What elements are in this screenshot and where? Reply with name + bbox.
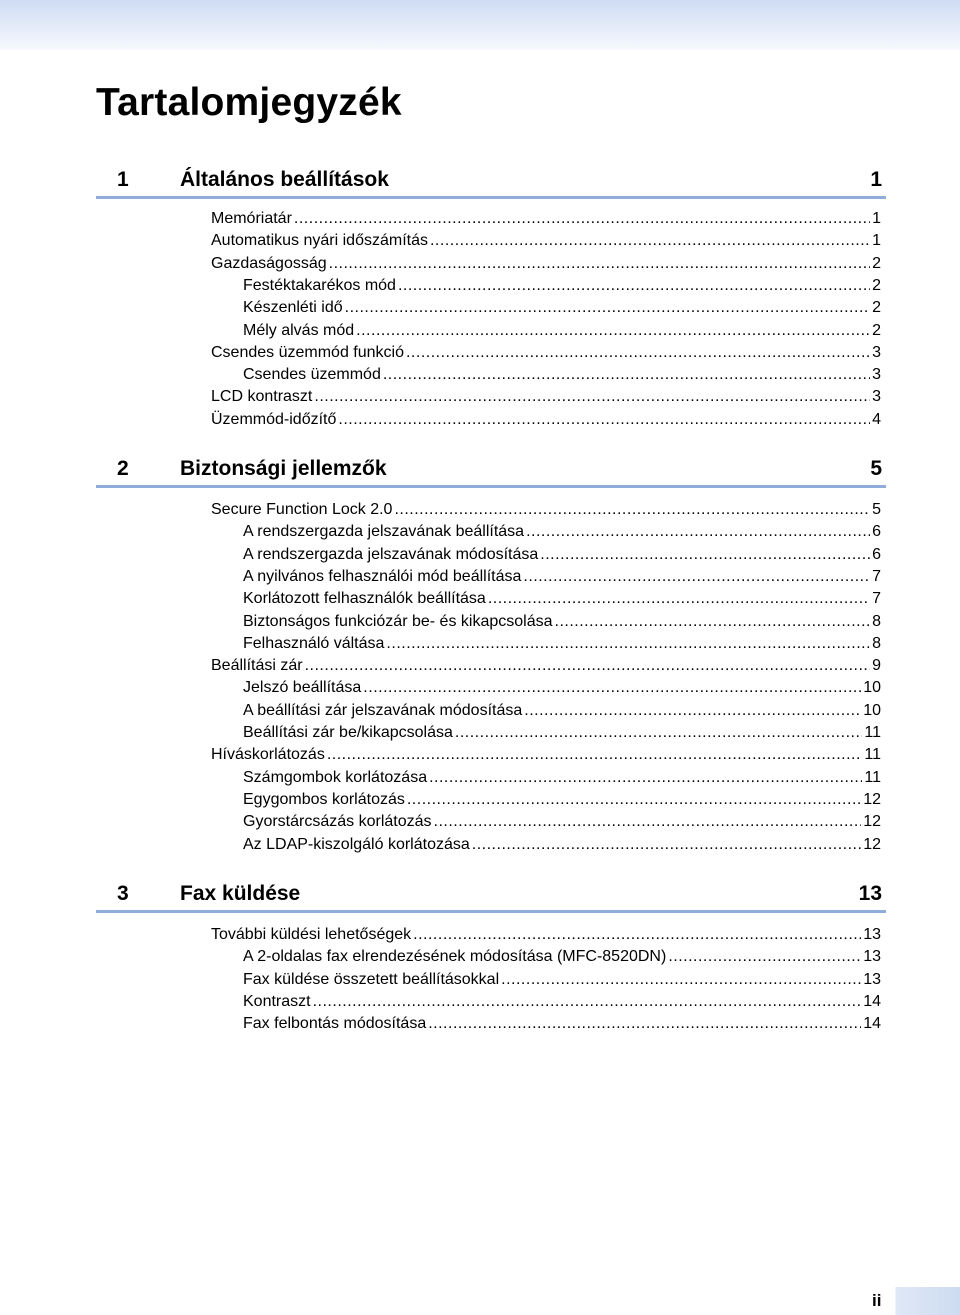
toc-entry-page: 6 bbox=[872, 545, 881, 563]
toc-entry-label: Számgombok korlátozása bbox=[243, 768, 428, 786]
toc-entry[interactable] bbox=[243, 811, 881, 833]
toc-entry-label: Mély alvás mód bbox=[243, 321, 355, 339]
toc-entry-page: 2 bbox=[872, 299, 881, 317]
dot-leader bbox=[407, 789, 861, 811]
toc-entry-page: 3 bbox=[872, 388, 881, 406]
toc-entry-label: LCD kontraszt bbox=[211, 388, 313, 406]
toc-entry-page: 14 bbox=[863, 1015, 881, 1033]
toc-entry-label: Biztonságos funkciózár be- és kikapcsolása bbox=[243, 612, 553, 630]
dot-leader bbox=[383, 364, 870, 386]
dot-leader bbox=[338, 409, 870, 431]
toc-entry-label: Gazdaságosság bbox=[211, 254, 327, 272]
dot-leader bbox=[394, 499, 870, 521]
dot-leader bbox=[430, 230, 870, 252]
toc-entry-label: További küldési lehetőségek bbox=[211, 926, 412, 943]
toc-entry-label: Gyorstárcsázás korlátozás bbox=[243, 813, 432, 831]
toc-entry-page: 13 bbox=[863, 970, 881, 988]
chapter-title: Általános beállítások bbox=[180, 168, 389, 191]
dot-leader bbox=[472, 834, 861, 856]
dot-leader bbox=[305, 655, 871, 677]
toc-entry-label: A rendszergazda jelszavának beállítása bbox=[243, 523, 525, 541]
dot-leader bbox=[294, 208, 870, 230]
toc-entry-page: 3 bbox=[872, 343, 881, 361]
toc-entry-label: Készenléti idő bbox=[243, 299, 343, 317]
toc-entry[interactable] bbox=[243, 677, 881, 699]
chapter-page: 5 bbox=[870, 457, 882, 480]
chapter-heading[interactable] bbox=[96, 455, 886, 488]
dot-leader bbox=[356, 320, 870, 342]
toc-entry-page: 2 bbox=[872, 276, 881, 294]
toc-entry-label: Fax küldése összetett beállításokkal bbox=[243, 970, 500, 988]
toc-entry-page: 7 bbox=[872, 567, 881, 585]
toc-entry-label: Felhasználó váltása bbox=[243, 634, 385, 652]
dot-leader bbox=[327, 744, 863, 766]
toc-entry[interactable] bbox=[243, 633, 881, 655]
dot-leader bbox=[428, 1013, 861, 1035]
toc-entry[interactable] bbox=[243, 275, 881, 297]
page-title: Tartalomjegyzék bbox=[96, 81, 402, 124]
dot-leader bbox=[413, 924, 861, 946]
toc-entry-page: 7 bbox=[872, 590, 881, 608]
toc-entry-page: 10 bbox=[863, 679, 881, 697]
toc-entry[interactable] bbox=[211, 386, 881, 408]
toc-entry-page: 13 bbox=[863, 926, 881, 943]
dot-leader bbox=[386, 633, 870, 655]
dot-leader bbox=[523, 566, 870, 588]
toc-entry-page: 13 bbox=[863, 948, 881, 966]
toc-entry-page: 1 bbox=[872, 210, 881, 227]
toc-entry-page: 14 bbox=[863, 992, 881, 1010]
toc-entry[interactable] bbox=[211, 409, 881, 431]
toc-entry-label: Beállítási zár bbox=[211, 657, 303, 675]
toc-entry-page: 5 bbox=[872, 501, 881, 518]
toc-entry-page: 11 bbox=[864, 768, 881, 786]
dot-leader bbox=[363, 677, 861, 699]
chapter-page: 13 bbox=[858, 882, 882, 905]
toc-entry[interactable] bbox=[243, 611, 881, 633]
dot-leader bbox=[501, 969, 861, 991]
toc-entry-label: Korlátozott felhasználók beállítása bbox=[243, 590, 486, 608]
toc-entry[interactable] bbox=[211, 208, 881, 230]
toc-entry-label: A nyilvános felhasználói mód beállítása bbox=[243, 567, 522, 585]
toc-entry-label: Az LDAP-kiszolgáló korlátozása bbox=[243, 835, 470, 853]
dot-leader bbox=[429, 767, 862, 789]
toc-entry-label: Csendes üzemmód bbox=[243, 366, 381, 384]
toc-entry[interactable] bbox=[243, 297, 881, 319]
toc-entry-label: Automatikus nyári időszámítás bbox=[211, 232, 428, 250]
toc-entry-page: 12 bbox=[863, 813, 881, 831]
toc-entry-label: Memóriatár bbox=[211, 210, 292, 227]
dot-leader bbox=[540, 544, 870, 566]
toc-entry-label: A rendszergazda jelszavának módosítása bbox=[243, 545, 539, 563]
toc-entry-page: 2 bbox=[872, 321, 881, 339]
toc-entry-page: 12 bbox=[863, 790, 881, 808]
dot-leader bbox=[345, 297, 870, 319]
page-number-background bbox=[868, 1287, 960, 1315]
toc-entry[interactable] bbox=[243, 991, 881, 1013]
toc-entry[interactable] bbox=[243, 364, 881, 386]
toc-entry[interactable] bbox=[211, 342, 881, 364]
toc-entry[interactable] bbox=[211, 499, 881, 521]
header-band bbox=[0, 0, 960, 50]
chapter-title: Fax küldése bbox=[180, 882, 301, 905]
toc-entry[interactable] bbox=[243, 566, 881, 588]
toc-entry-label: A beállítási zár jelszavának módosítása bbox=[243, 701, 523, 719]
chapter-number: 2 bbox=[117, 457, 129, 480]
toc-entry[interactable] bbox=[211, 230, 881, 252]
toc-entry-label: Csendes üzemmód funkció bbox=[211, 343, 404, 361]
toc-entry-label: Festéktakarékos mód bbox=[243, 276, 396, 294]
toc-entry-page: 10 bbox=[863, 701, 881, 719]
dot-leader bbox=[488, 588, 870, 610]
toc-entry-label: Üzemmód-időzítő bbox=[211, 410, 337, 428]
chapter-page: 1 bbox=[870, 168, 882, 191]
toc-entry[interactable] bbox=[243, 700, 881, 722]
toc-entry[interactable] bbox=[243, 521, 881, 543]
dot-leader bbox=[434, 811, 862, 833]
toc-entry-label: A 2-oldalas fax elrendezésének módosítása (MFC-8520DN) bbox=[243, 948, 667, 966]
toc-entry-label: Egygombos korlátozás bbox=[243, 790, 405, 808]
dot-leader bbox=[314, 386, 870, 408]
toc-entry[interactable] bbox=[243, 767, 881, 789]
dot-leader bbox=[526, 521, 870, 543]
toc-entry-label: Secure Function Lock 2.0 bbox=[211, 501, 393, 518]
toc-entry[interactable] bbox=[243, 588, 881, 610]
toc-entry[interactable] bbox=[243, 834, 881, 856]
toc-entry-page: 4 bbox=[872, 410, 881, 428]
toc-entry-page: 6 bbox=[872, 523, 881, 541]
chapter-title: Biztonsági jellemzők bbox=[180, 457, 387, 480]
toc-entry-label: Híváskorlátozás bbox=[211, 746, 325, 764]
toc-entry-page: 11 bbox=[864, 746, 881, 764]
dot-leader bbox=[406, 342, 870, 364]
dot-leader bbox=[398, 275, 870, 297]
toc-entry-label: Beállítási zár be/kikapcsolása bbox=[243, 724, 453, 741]
dot-leader bbox=[524, 700, 861, 722]
toc-entry[interactable] bbox=[243, 789, 881, 811]
chapter-heading[interactable] bbox=[96, 166, 886, 199]
dot-leader bbox=[313, 991, 862, 1013]
toc-entry-page: 11 bbox=[864, 724, 881, 741]
toc-entry-page: 8 bbox=[872, 612, 881, 630]
toc-entry[interactable] bbox=[243, 946, 881, 968]
toc-entry[interactable] bbox=[243, 544, 881, 566]
toc-entry-label: Jelszó beállítása bbox=[243, 679, 362, 697]
dot-leader bbox=[555, 611, 871, 633]
toc-entry-page: 3 bbox=[872, 366, 881, 384]
chapter-heading[interactable] bbox=[96, 880, 886, 913]
toc-entry[interactable] bbox=[243, 320, 881, 342]
toc-entry[interactable] bbox=[243, 722, 881, 744]
toc-entry[interactable] bbox=[211, 924, 881, 946]
toc-entry[interactable] bbox=[211, 253, 881, 275]
chapter-number: 3 bbox=[117, 882, 129, 905]
toc-entry-page: 9 bbox=[872, 657, 881, 675]
toc-entry[interactable] bbox=[243, 1013, 881, 1035]
toc-entry-page: 2 bbox=[872, 254, 881, 272]
toc-entry-page: 12 bbox=[863, 835, 881, 853]
toc-entry[interactable] bbox=[211, 655, 881, 677]
toc-entry-label: Kontraszt bbox=[243, 992, 311, 1010]
chapter-number: 1 bbox=[117, 168, 129, 191]
toc-entry[interactable] bbox=[243, 969, 881, 991]
dot-leader bbox=[329, 253, 870, 275]
toc-entry-page: 8 bbox=[872, 634, 881, 652]
page-number: ii bbox=[872, 1291, 882, 1310]
dot-leader bbox=[455, 722, 863, 744]
toc-entry-page: 1 bbox=[872, 232, 881, 250]
toc-entry-label: Fax felbontás módosítása bbox=[243, 1015, 427, 1033]
dot-leader bbox=[668, 946, 861, 968]
toc-entry[interactable] bbox=[211, 744, 881, 766]
